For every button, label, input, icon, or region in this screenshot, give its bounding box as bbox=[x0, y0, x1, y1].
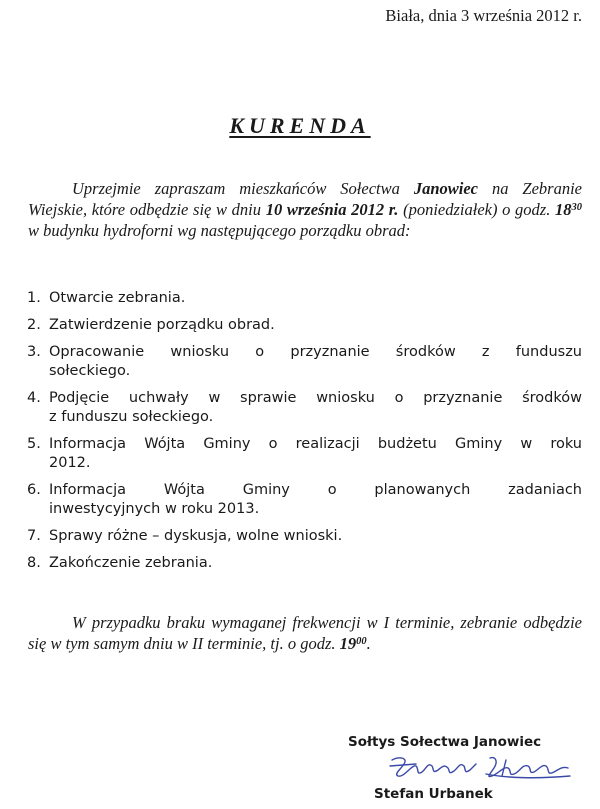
second-term-hour: $19^{00}$ bbox=[339, 634, 367, 653]
agenda-item-number: 5. bbox=[27, 436, 41, 452]
agenda-item-number: 8. bbox=[27, 555, 41, 571]
agenda-item bbox=[27, 389, 582, 427]
village-name: Janowiec bbox=[413, 179, 478, 198]
agenda-item bbox=[27, 527, 582, 546]
agenda-item-number: 6. bbox=[27, 482, 41, 498]
invitation-paragraph bbox=[28, 178, 582, 241]
agenda-item bbox=[27, 289, 582, 308]
agenda-item bbox=[27, 481, 582, 519]
agenda-item-number: 2. bbox=[27, 317, 41, 333]
document-title: KURENDA bbox=[229, 113, 371, 138]
quorum-note: W przypadku braku wymaganej frekwencji w I terminie, zebranie odbędzie się w tym samym dniu w II terminie, tj. o godz. $19^{00}$. bbox=[28, 613, 582, 653]
agenda-item-text: Zatwierdzenie porządku obrad. bbox=[49, 317, 275, 333]
agenda-item bbox=[27, 554, 582, 573]
agenda-item-number: 3. bbox=[27, 344, 41, 360]
intro-part4: w budynku hydroforni wg następującego porządku obrad: bbox=[28, 221, 411, 240]
agenda-item-text: Informacja Wójta Gminy o planowanych zadaniach inwestycyjnych w roku 2013. bbox=[49, 482, 582, 517]
agenda-item-number: 4. bbox=[27, 390, 41, 406]
intro-part1: Uprzejmie zapraszam mieszkańców Sołectwa bbox=[72, 179, 414, 198]
intro-part2: na Zebranie Wiejskie, które odbędzie się w dniu bbox=[28, 179, 582, 219]
agenda-item-text: Opracowanie wniosku o przyznanie środków z funduszu sołeckiego. bbox=[49, 344, 582, 379]
agenda-item-number: 7. bbox=[27, 528, 41, 544]
signatory-title: Sołtys Sołectwa Janowiec bbox=[348, 734, 542, 750]
date-line: Biała, dnia 3 września 2012 r. bbox=[385, 6, 582, 25]
agenda-item-text: Otwarcie zebrania. bbox=[49, 290, 186, 306]
agenda-item-text: Informacja Wójta Gminy o realizacji budżetu Gminy w roku 2012. bbox=[49, 436, 582, 471]
meeting-date: 10 września 2012 r. bbox=[265, 200, 399, 219]
agenda-list bbox=[27, 289, 582, 581]
agenda-item bbox=[27, 343, 582, 381]
quorum-text: W przypadku braku wymaganej frekwencji w I terminie, zebranie odbędzie się w tym samym dniu w II terminie, tj. o godz. bbox=[28, 613, 582, 653]
meeting-hour: $18^{30}$ bbox=[555, 200, 582, 219]
agenda-item bbox=[27, 316, 582, 335]
agenda-item-text: Sprawy różne – dyskusja, wolne wnioski. bbox=[49, 528, 343, 544]
agenda-item-number: 1. bbox=[27, 290, 41, 306]
intro-part3: (poniedziałek) o godz. bbox=[398, 200, 555, 219]
handwritten-signature bbox=[386, 752, 576, 782]
signatory-name: Stefan Urbanek bbox=[374, 786, 493, 802]
agenda-item bbox=[27, 435, 582, 473]
agenda-item-text: Zakończenie zebrania. bbox=[49, 555, 213, 571]
agenda-item-text: Podjęcie uchwały w sprawie wniosku o przyznanie środków z funduszu sołeckiego. bbox=[49, 390, 582, 425]
